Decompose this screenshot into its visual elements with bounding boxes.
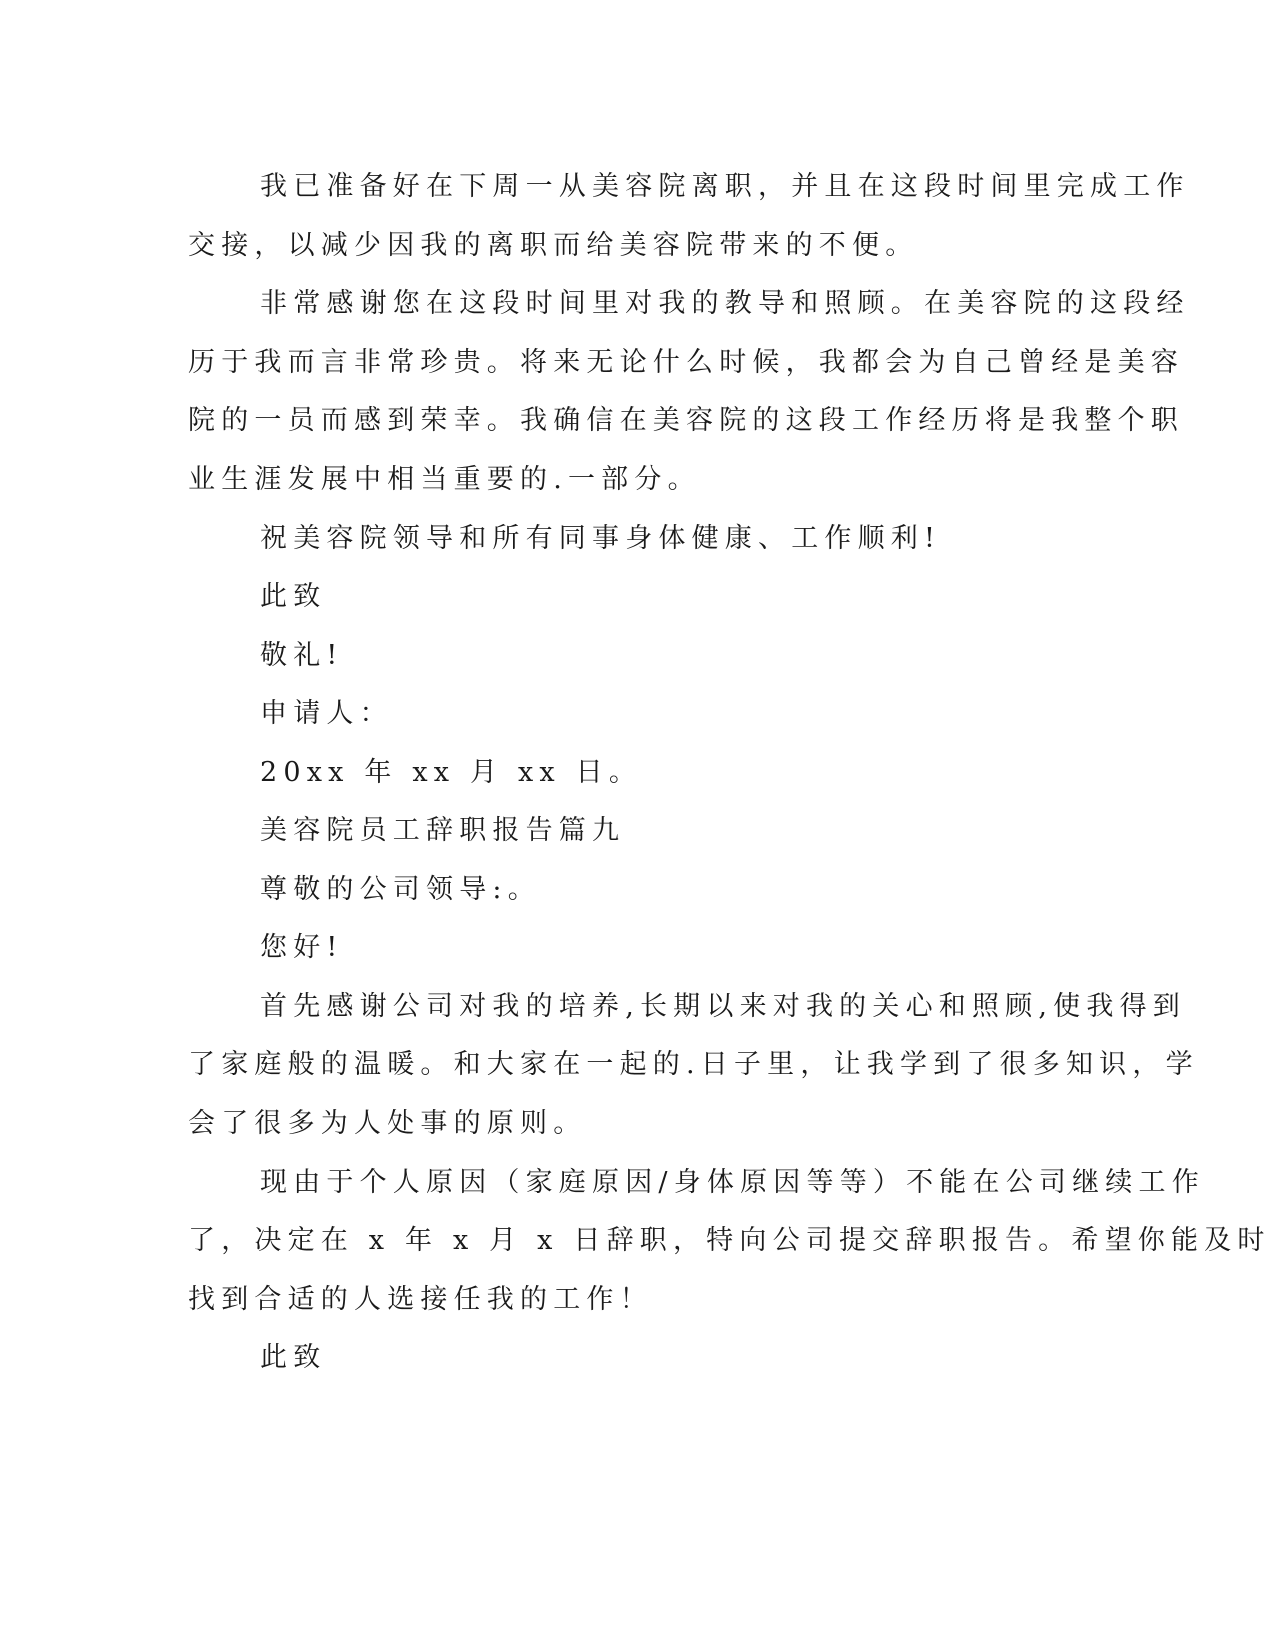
paragraph-line: 此致 bbox=[260, 581, 327, 612]
paragraph-line: 非常感谢您在这段时间里对我的教导和照顾。在美容院的这段经 bbox=[260, 288, 1190, 319]
paragraph-line: 了，决定在 x 年 x 月 x 日辞职，特向公司提交辞职报告。希望你能及时 bbox=[188, 1225, 1271, 1256]
paragraph-line: 申请人： bbox=[260, 698, 393, 729]
paragraph-line: 交接，以减少因我的离职而给美容院带来的不便。 bbox=[188, 230, 919, 261]
section-heading: 美容院员工辞职报告篇九 bbox=[260, 815, 626, 846]
paragraph-line: 院的一员而感到荣幸。我确信在美容院的这段工作经历将是我整个职 bbox=[188, 405, 1184, 436]
paragraph-line: 找到合适的人选接任我的工作！ bbox=[188, 1284, 653, 1315]
paragraph-line: 您好! bbox=[260, 932, 344, 963]
paragraph-line: 了家庭般的温暖。和大家在一起的.日子里，让我学到了很多知识，学 bbox=[188, 1049, 1199, 1080]
paragraph-line: 现由于个人原因（家庭原因/身体原因等等）不能在公司继续工作 bbox=[260, 1167, 1205, 1198]
paragraph-line: 祝美容院领导和所有同事身体健康、工作顺利! bbox=[260, 523, 942, 554]
paragraph-line: 历于我而言非常珍贵。将来无论什么时候，我都会为自己曾经是美容 bbox=[188, 347, 1184, 378]
paragraph-line: 20xx 年 xx 月 xx 日。 bbox=[260, 757, 643, 788]
paragraph-line: 此致 bbox=[260, 1342, 327, 1373]
paragraph-line: 尊敬的公司领导:。 bbox=[260, 874, 541, 905]
paragraph-line: 首先感谢公司对我的培养,长期以来对我的关心和照顾,使我得到 bbox=[260, 991, 1186, 1022]
paragraph-line: 敬礼! bbox=[260, 640, 344, 671]
paragraph-line: 会了很多为人处事的原则。 bbox=[188, 1108, 587, 1139]
paragraph-line: 业生涯发展中相当重要的.一部分。 bbox=[188, 464, 701, 495]
paragraph-line: 我已准备好在下周一从美容院离职，并且在这段时间里完成工作 bbox=[260, 171, 1190, 202]
